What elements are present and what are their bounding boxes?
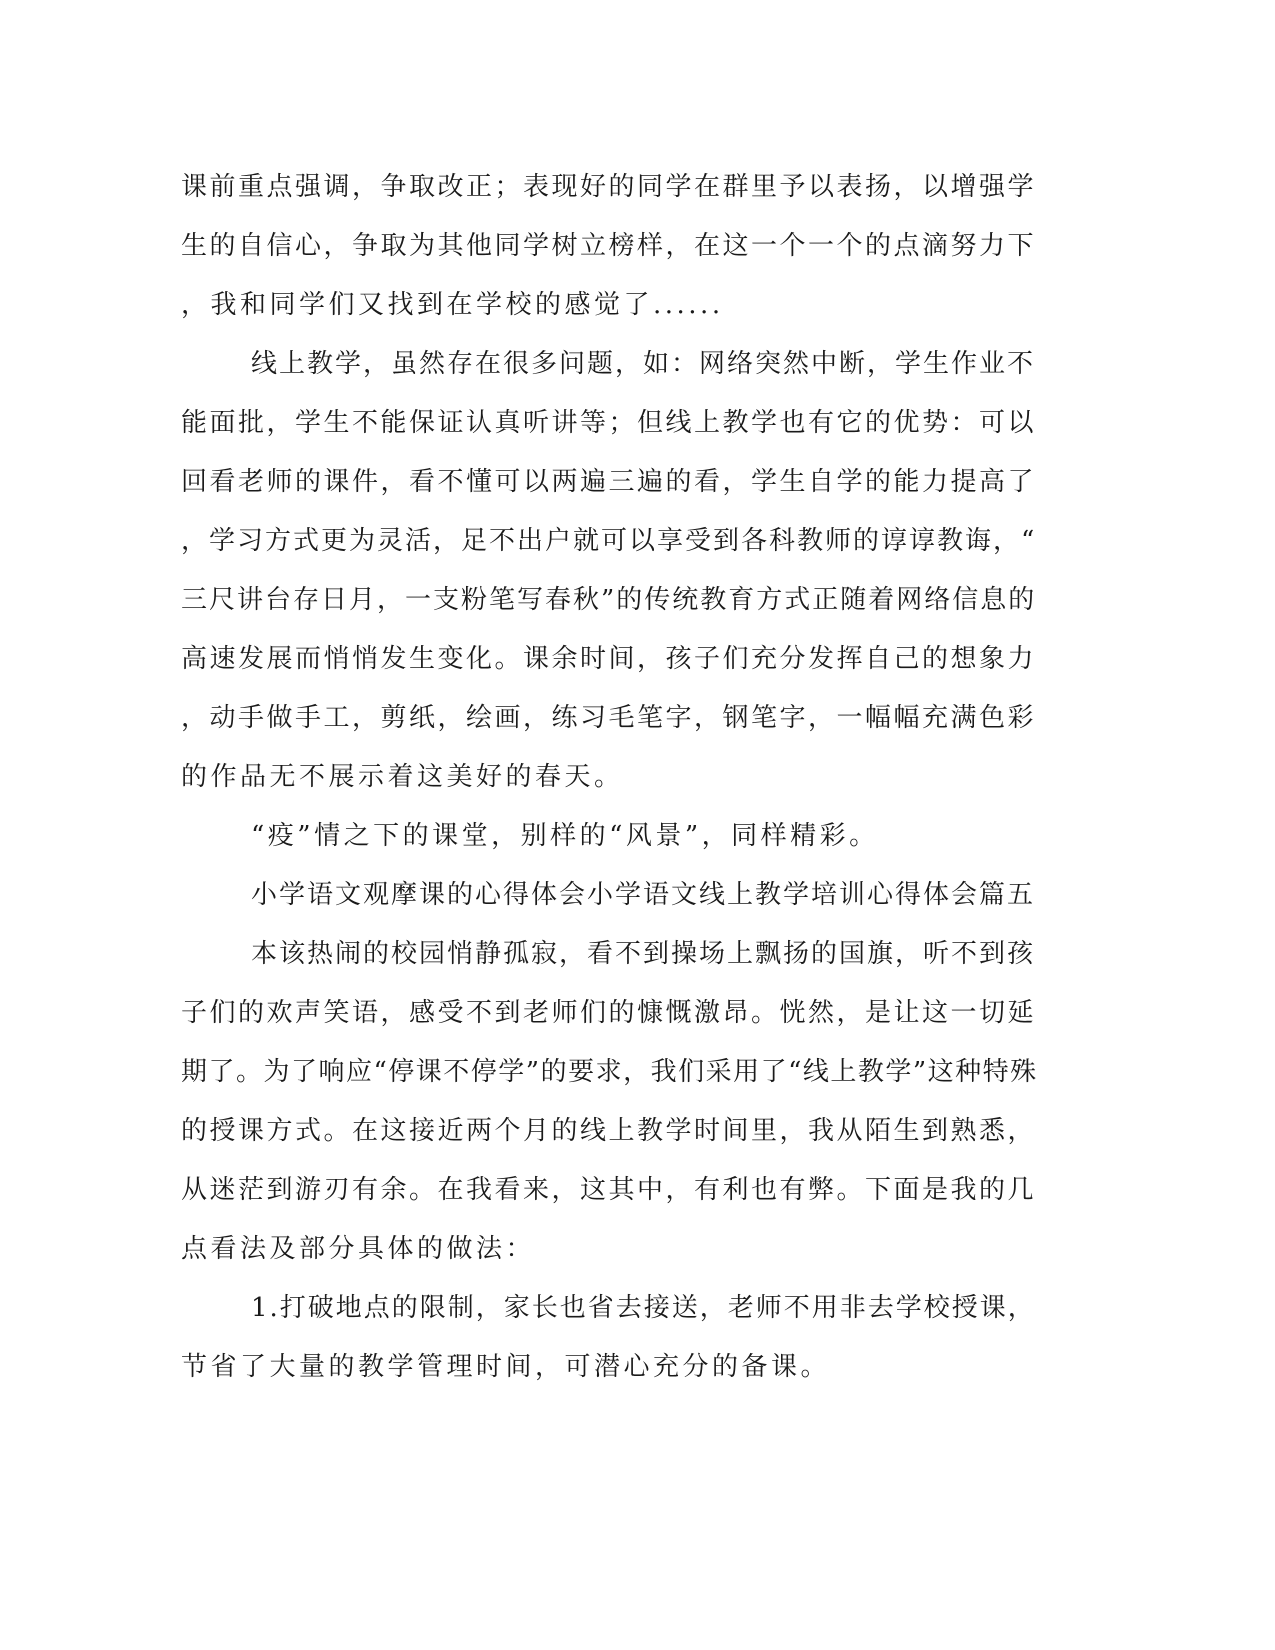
text-line: 生的自信心，争取为其他同学树立榜样，在这一个一个的点滴努力下 <box>181 231 1037 261</box>
text-line: 三尺讲台存日月，一支粉笔写春秋”的传统教育方式正随着网络信息的 <box>181 585 1037 615</box>
text-line: 的授课方式。在这接近两个月的线上教学时间里，我从陌生到熟悉， <box>181 1116 1037 1146</box>
text-line: 从迷茫到游刃有余。在我看来，这其中，有利也有弊。下面是我的几 <box>181 1175 1037 1205</box>
text-line: 高速发展而悄悄发生变化。课余时间，孩子们充分发挥自己的想象力 <box>181 644 1037 674</box>
text-line: 子们的欢声笑语，感受不到老师们的慷慨激昂。恍然，是让这一切延 <box>181 998 1037 1028</box>
text-line: 节省了大量的教学管理时间，可潜心充分的备课。 <box>181 1352 831 1382</box>
document-body <box>181 158 1041 1397</box>
text-line: ，我和同学们又找到在学校的感觉了...... <box>181 290 724 320</box>
list-item-line: 1.打破地点的限制，家长也省去接送，老师不用非去学校授课， <box>251 1293 1036 1323</box>
paragraph-start-line: 线上教学，虽然存在很多问题，如：网络突然中断，学生作业不 <box>251 349 1036 379</box>
text-line: 能面批，学生不能保证认真听讲等；但线上教学也有它的优势：可以 <box>181 408 1037 438</box>
text-line: 期了。为了响应“停课不停学”的要求，我们采用了“线上教学”这种特殊 <box>181 1057 1038 1087</box>
paragraph-start-line: 本该热闹的校园悄静孤寂，看不到操场上飘扬的国旗，听不到孩 <box>251 939 1036 969</box>
text-line: 点看法及部分具体的做法： <box>181 1234 536 1264</box>
paragraph-start-line: “疫”情之下的课堂，别样的“风景”，同样精彩。 <box>251 821 879 851</box>
text-line: 课前重点强调，争取改正；表现好的同学在群里予以表扬，以增强学 <box>181 172 1037 202</box>
text-line: ，动手做手工，剪纸，绘画，练习毛笔字，钢笔字，一幅幅充满色彩 <box>181 703 1037 733</box>
text-line: 回看老师的课件，看不懂可以两遍三遍的看，学生自学的能力提高了 <box>181 467 1037 497</box>
text-line: 的作品无不展示着这美好的春天。 <box>181 762 624 792</box>
section-heading-line: 小学语文观摩课的心得体会小学语文线上教学培训心得体会篇五 <box>251 880 1036 910</box>
text-line: ，学习方式更为灵活，足不出户就可以享受到各科教师的谆谆教诲，“ <box>181 526 1037 556</box>
